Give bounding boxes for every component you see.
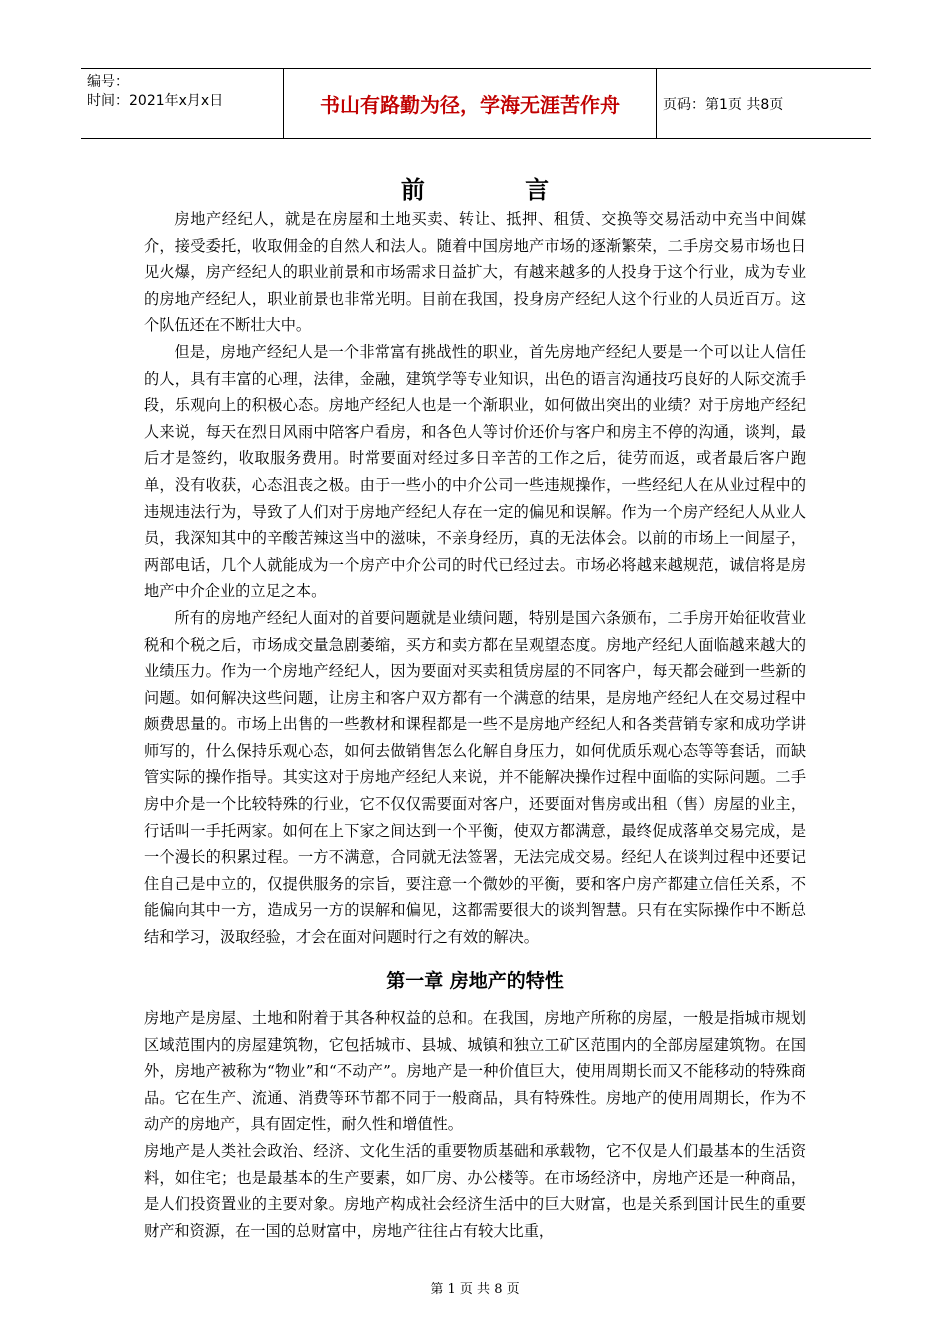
chapter-title: 第一章 房地产的特性	[386, 970, 564, 992]
document-number-label: 编号：	[87, 74, 129, 90]
chapter-paragraph: 房地产是人类社会政治、经济、文化生活的重要物质基础和承载物，它不仅是人们最基本的生活资料，如住宅；也是最基本的生产要素，如厂房、办公楼等。在市场经济中，房地产还是一种商品，是人们投资置业的主要对象。房地产构成社会经济生活中的巨大财富，也是关系到国计民生的重要财产和资源，在一国的总财富中，房地产往往占有较大比重，	[144, 1141, 806, 1240]
preface-paragraph: 房地产经纪人，就是在房屋和土地买卖、转让、抵押、租赁、交换等交易活动中充当中间媒介，接受委托，收取佣金的自然人和法人。随着中国房地产市场的逐渐繁荣，二手房交易市场也日见火爆，房产经纪人的职业前景和市场需求日益扩大，有越来越多的人投身于这个行业，成为专业的房地产经纪人，职业前景也非常光明。目前在我国，投身房产经纪人这个行业的人员近百万。这个队伍还在不断壮大中。	[144, 210, 806, 335]
document-time-label: 时间：2021年x月x日	[87, 93, 224, 109]
page-footer: 第 1 页 共 8 页	[430, 1282, 520, 1297]
header-motto: 书山有路勤为径，学海无涯苦作舟	[284, 69, 657, 138]
preface-paragraph: 但是，房地产经纪人是一个非常富有挑战性的职业，首先房地产经纪人要是一个可以让人信任的人，具有丰富的心理，法律，金融，建筑学等专业知识，出色的语言沟通技巧良好的人际交流手段，乐观向上的积极心态。房地产经纪人也是一个渐职业，如何做出突出的业绩？对于房地产经纪人来说，每天在烈日风雨中陪客户看房，和各色人等讨价还价与客户和房主不停的沟通，谈判，最后才是签约，收取服务费用。时常要面对经过多日辛苦的工作之后，徒劳而返，或者最后客户跑单，没有收获，心态沮丧之极。由于一些小的中介公司一些违规操作，一些经纪人在从业过程中的违规违法行为，导致了人们对于房地产经纪人存在一定的偏见和误解。作为一个房产经纪人从业人员，我深知其中的辛酸苦辣这当中的滋味，不亲身经历，真的无法体会。以前的市场上一间屋子，两部电话，几个人就能成为一个房产中介公司的时代已经过去。市场必将越来越规范，诚信将是房地产中介企业的立足之本。	[144, 342, 806, 601]
page-header	[81, 68, 871, 139]
chapter-paragraph: 房地产是房屋、土地和附着于其各种权益的总和。在我国，房地产所称的房屋，一般是指城市规划区域范围内的房屋建筑物，它包括城市、县城、城镇和独立工矿区范围内的全部房屋建筑物。在国外，房地产被称为“物业”和“不动产”。房地产是一种价值巨大，使用周期长而又不能移动的特殊商品。它在生产、流通、消费等环节都不同于一般商品，具有特殊性。房地产的使用周期长，作为不动产的房地产，具有固定性，耐久性和增值性。	[144, 1009, 806, 1134]
preface-paragraph: 所有的房地产经纪人面对的首要问题就是业绩问题，特别是国六条颁布，二手房开始征收营业税和个税之后，市场成交量急剧萎缩，买方和卖方都在呈观望态度。房地产经纪人面临越来越大的业绩压力。作为一个房地产经纪人，因为要面对买卖租赁房屋的不同客户，每天都会碰到一些新的问题。如何解决这些问题，让房主和客户双方都有一个满意的结果，是房地产经纪人在交易过程中颇费思量的。市场上出售的一些教材和课程都是一些不是房地产经纪人和各类营销专家和成功学讲师写的，什么保持乐观心态，如何去做销售怎么化解自身压力，如何优质乐观心态等等套话，而缺管实际的操作指导。其实这对于房地产经纪人来说，并不能解决操作过程中面临的实际问题。二手房中介是一个比较特殊的行业，它不仅仅需要面对客户，还要面对售房或出租（售）房屋的业主，行话叫一手托两家。如何在上下家之间达到一个平衡，使双方都满意，最终促成落单交易完成，是一个漫长的积累过程。一方不满意，合同就无法签署，无法完成交易。经纪人在谈判过程中还要记住自己是中立的，仅提供服务的宗旨，要注意一个微妙的平衡，要和客户房产都建立信任关系，不能偏向其中一方，造成另一方的误解和偏见，这都需要很大的谈判智慧。只有在实际操作中不断总结和学习，汲取经验，才会在面对问题时行之有效的解决。	[144, 608, 806, 947]
preface-body	[144, 206, 806, 951]
preface-title: 前 言	[400, 176, 596, 204]
header-page-number: 页码：第1页 共8页	[663, 96, 784, 113]
header-info-cell	[81, 69, 284, 138]
chapter-body	[144, 1005, 806, 1244]
